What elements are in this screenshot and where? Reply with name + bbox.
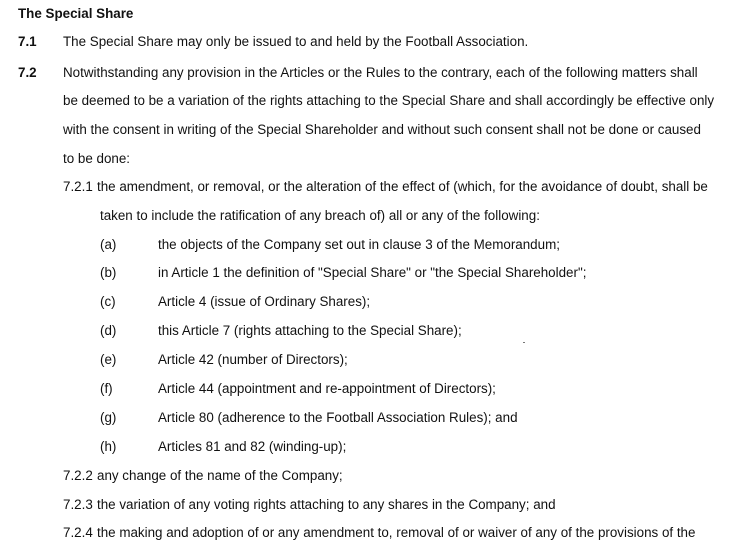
list-item-label: (b) xyxy=(100,265,117,280)
list-item-text: Articles 81 and 82 (winding-up); xyxy=(158,439,347,454)
subclause-text-7-2-1-line-1: the amendment, or removal, or the alteration of the effect of (which, for the avoidance of doubt, shall be xyxy=(97,179,708,194)
clause-text-7-2-line-1: Notwithstanding any provision in the Articles or the Rules to the contrary, each of the following matters shall xyxy=(63,65,698,80)
subclause-number-7-2-2: 7.2.2 xyxy=(63,468,93,483)
clause-text-7-2-line-2: be deemed to be a variation of the rights attaching to the Special Share and shall accordingly be effective only xyxy=(63,93,715,108)
list-item-label: (h) xyxy=(100,439,117,454)
list-item-label: (d) xyxy=(100,323,117,338)
clause-text-7-2-line-3: with the consent in writing of the Special Shareholder and without such consent shall not be done or caused xyxy=(63,122,701,137)
subclause-number-7-2-1: 7.2.1 xyxy=(63,179,93,194)
clause-number-7-1: 7.1 xyxy=(18,34,37,49)
list-item-text: the objects of the Company set out in clause 3 of the Memorandum; xyxy=(158,237,560,252)
subclause-text-7-2-3: the variation of any voting rights attaching to any shares in the Company; and xyxy=(97,497,556,512)
subclause-text-7-2-1-line-2: taken to include the ratification of any breach of) all or any of the following: xyxy=(100,208,540,223)
list-item-text: Article 80 (adherence to the Football Association Rules); and xyxy=(158,410,518,425)
list-item-text: Article 42 (number of Directors); xyxy=(158,352,348,367)
list-item-label: (e) xyxy=(100,352,117,367)
subclause-number-7-2-3: 7.2.3 xyxy=(63,497,93,512)
list-item-label: (c) xyxy=(100,294,116,309)
list-item-text: in Article 1 the definition of "Special Share" or "the Special Shareholder"; xyxy=(158,265,587,280)
list-item-text: Article 44 (appointment and re-appointment of Directors); xyxy=(158,381,496,396)
clause-number-7-2: 7.2 xyxy=(18,65,37,80)
subclause-number-7-2-4: 7.2.4 xyxy=(63,525,93,540)
subclause-text-7-2-2: any change of the name of the Company; xyxy=(97,468,343,483)
list-item-label: (a) xyxy=(100,237,117,252)
list-item-label: (f) xyxy=(100,381,113,396)
scan-speck xyxy=(523,342,525,343)
list-item-text: this Article 7 (rights attaching to the Special Share); xyxy=(158,323,462,338)
subclause-text-7-2-4: the making and adoption of or any amendment to, removal of or waiver of any of the provisions of the xyxy=(97,525,696,540)
clause-text-7-1: The Special Share may only be issued to and held by the Football Association. xyxy=(63,34,529,49)
section-heading: The Special Share xyxy=(18,6,134,21)
list-item-text: Article 4 (issue of Ordinary Shares); xyxy=(158,294,371,309)
list-item-label: (g) xyxy=(100,410,117,425)
clause-text-7-2-line-4: to be done: xyxy=(63,151,131,166)
